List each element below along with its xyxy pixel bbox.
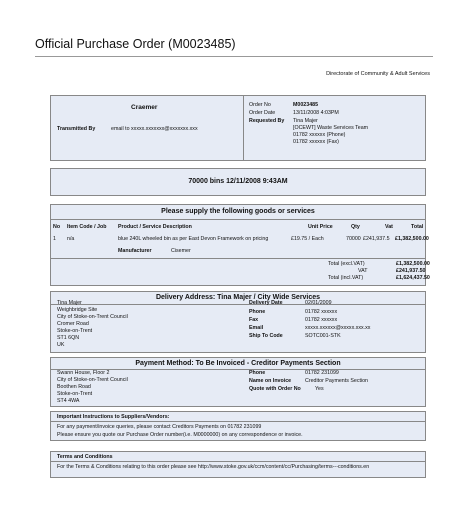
delivery-field-label: Delivery Date [249,300,283,306]
totals-rule [51,258,425,259]
department-label: Directorate of Community & Adult Services [326,71,430,77]
total-label: Total (excl.VAT) [328,261,365,267]
payment-address-line: City of Stoke-on-Trent Council [57,377,128,383]
terms-header: Terms and Conditions [57,454,113,460]
supplier-name: Craemer [131,104,158,111]
delivery-field-value: 01782 xxxxxx [305,309,338,315]
payment-address-line: ST4 4WA [57,398,80,404]
col-item-code: Item Code / Job [67,224,107,230]
requested-line: 01782 xxxxxx (Phone) [293,132,346,138]
delivery-address-line: Weighbridge Site [57,307,98,313]
requested-line: Tina Majer [293,118,318,124]
payment-field-label: Phone [249,370,266,376]
requested-by-label: Requested By [249,118,285,124]
goods-header-rule [51,219,425,220]
manufacturer-label: Manufacturer [118,248,152,254]
payment-field-value: Creditor Payments Section [305,378,369,384]
requested-line: 01782 xxxxxx (Fax) [293,139,339,145]
row-total: £1,382,500.00 [395,236,429,242]
payment-address-line: Stoke-on-Trent [57,391,93,397]
row-no: 1 [53,236,56,242]
row-unit-price: £19.75 / Each [291,236,324,242]
delivery-address-line: Tina Majer [57,300,82,306]
col-unit-price: Unit Price [308,224,333,230]
delivery-header: Delivery Address: Tina Majer / City Wide Services [155,294,321,301]
col-vat: Vat [385,224,393,230]
row-qty: 70000 [346,236,361,242]
payment-address-line: Swann House, Floor 2 [57,370,110,376]
transmitted-label: Transmitted By [57,126,96,132]
requested-line: [OCEWT] Waste Services Team [293,125,369,131]
order-date-value: 13/11/2008 4:03PM [293,110,339,116]
col-total: Total [411,224,424,230]
payment-field-label: Quote with Order No [249,386,301,392]
payment-header: Payment Method: To Be Invoiced - Creditor Payments Section [135,360,341,367]
payment-field-value: Yes [315,386,324,392]
box-divider [243,96,244,160]
row-vat: £241,937.5 [363,236,390,242]
title-rule [35,56,433,57]
total-value: £1,624,437.50 [396,275,430,281]
delivery-box [50,291,426,353]
order-summary: 70000 bins 12/11/2008 9:43AM [188,178,288,185]
terms-box [50,451,426,478]
delivery-address-line: ST1 6QN [57,335,80,341]
delivery-header-rule [51,304,425,305]
row-description: blue 240L wheeled bin as per East Devon Framework on pricing [118,236,269,242]
goods-header: Please supply the following goods or services [161,208,315,215]
delivery-address-line: Cromer Road [57,321,89,327]
instructions-line: Please ensure you quote our Purchase Order number(i.e. M0000000) on any correspondence or invoice. [57,432,303,438]
instructions-line: For any payment/invoice queries, please contact Creditors Payments on 01782 231099 [57,424,262,430]
order-date-label: Order Date [249,110,276,116]
row-code: n/a [67,236,75,242]
payment-field-label: Name on Invoice [249,378,292,384]
transmitted-value: email to xxxxx.xxxxxxx@xxxxxxx.xxx [111,126,198,132]
col-no: No [53,224,61,230]
delivery-field-label: Ship To Code [249,333,283,339]
total-label: VAT [358,268,368,274]
order-summary-box [50,168,426,196]
instructions-header: Important Instructions to Suppliers/Vendors: [57,414,170,420]
order-no-label: Order No [249,102,271,108]
payment-box [50,357,426,407]
order-no-value: M0023485 [293,102,319,108]
total-label: Total (incl.VAT) [328,275,364,281]
delivery-field-label: Fax [249,317,259,323]
col-description: Product / Service Description [118,224,192,230]
manufacturer-value: Cisemer [171,248,191,254]
terms-line[interactable]: For the Terms & Conditions relating to this order please see http://www.stoke.gov.uk/ccm/content/cc/Purchasing/terms---conditions.en [57,464,370,470]
delivery-field-value: SOTC001-STK [305,333,341,339]
instructions-box [50,411,426,441]
delivery-field-label: Phone [249,309,266,315]
col-qty: Qty [351,224,360,230]
payment-field-value: 01782 231099 [305,370,339,376]
total-value: £1,382,500.00 [396,261,430,267]
delivery-address-line: UK [57,342,65,348]
instructions-rule [51,421,425,422]
goods-box [50,204,430,286]
delivery-address-line: Stoke-on-Trent [57,328,93,334]
delivery-field-value: xxxxx.xxxxxx@xxxxx.xxx.xx [305,325,371,331]
terms-rule [51,461,425,462]
delivery-field-label: Email [249,325,264,331]
delivery-address-line: City of Stoke-on-Trent Council [57,314,128,320]
total-value: £241,937.50 [396,268,426,274]
delivery-field-value: 01782 xxxxxx [305,317,338,323]
payment-address-line: Boothen Road [57,384,91,390]
delivery-field-value: 02/01/2009 [305,300,332,306]
page-title: Official Purchase Order (M0023485) [35,37,236,51]
supplier-order-box [50,95,426,161]
